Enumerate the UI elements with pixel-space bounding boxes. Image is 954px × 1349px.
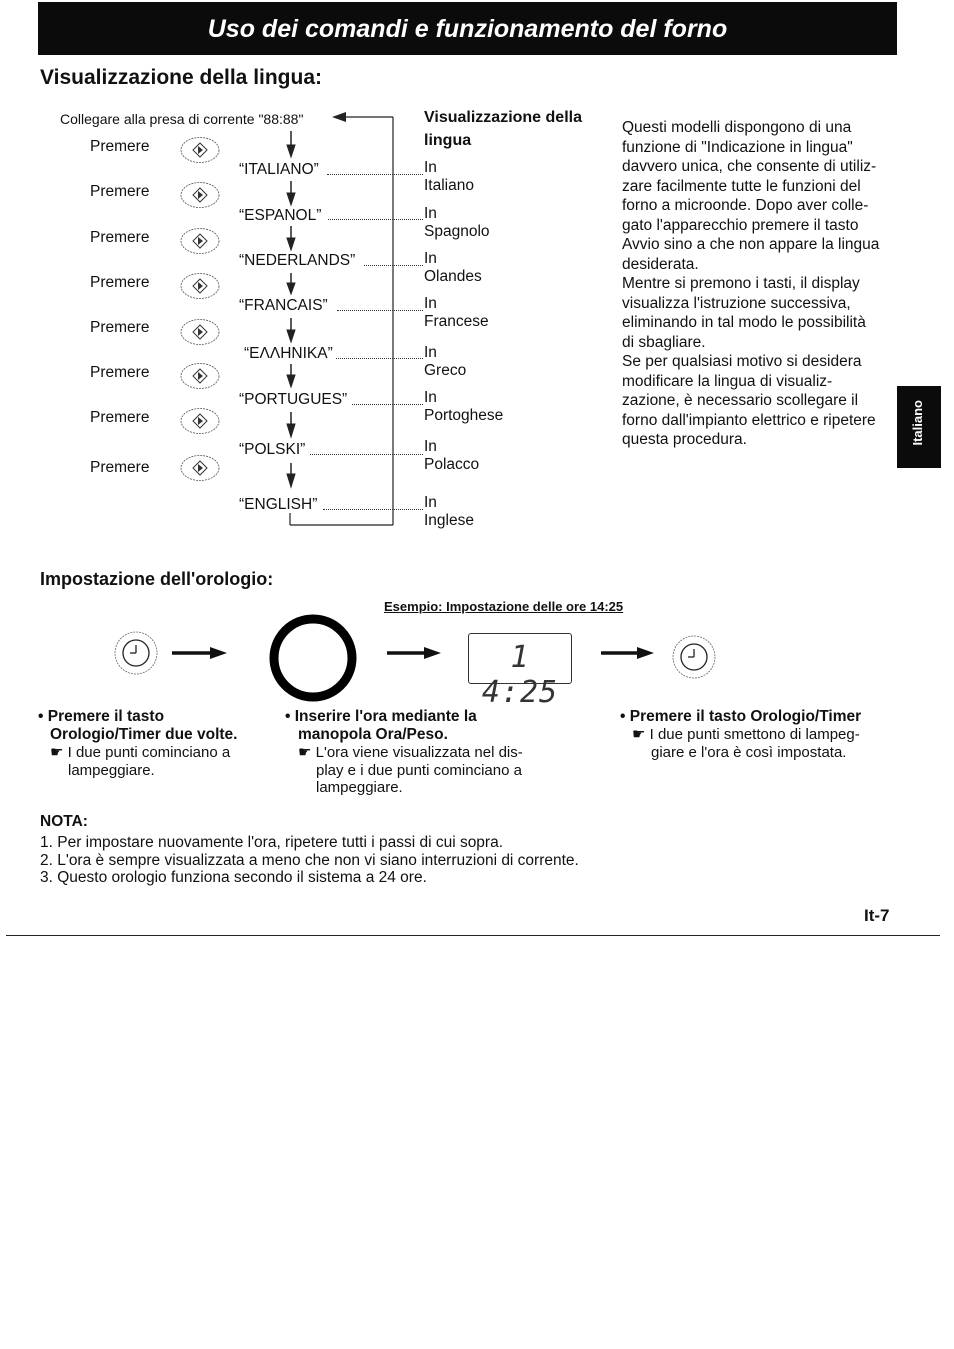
- down-arrow-head-2: [287, 193, 295, 205]
- note-item: 3. Questo orologio funziona secondo il sistema a 24 ore.: [40, 869, 427, 886]
- footer-rule: [6, 935, 940, 936]
- lang-label-6: In Portoghese: [424, 389, 504, 424]
- step-1-body-2: lampeggiare.: [68, 761, 155, 779]
- lang-code-6: “PORTUGUES”: [239, 391, 348, 408]
- down-arrow-head-8: [287, 474, 295, 487]
- leader-8: [323, 509, 423, 510]
- down-arrow-head-4: [287, 283, 295, 294]
- down-arrow-head-7: [287, 424, 295, 437]
- description-line: davvero unica, che consente di utiliz-: [622, 158, 877, 175]
- clock-step-2: [285, 708, 565, 797]
- lang-code-2: “ESPANOL”: [239, 207, 322, 224]
- power-note: Collegare alla presa di corrente "88:88": [60, 111, 304, 127]
- right-arrow-icon: [601, 647, 654, 659]
- start-button-icon: [180, 272, 220, 300]
- language-side-tab: [897, 386, 941, 468]
- lang-column-head-line2: lingua: [424, 132, 472, 149]
- step-3-bold-1: • Premere il tasto Orologio/Timer: [620, 708, 862, 725]
- clock-example-label: Esempio: Impostazione delle ore 14:25: [384, 599, 624, 614]
- start-button-icon: [180, 454, 220, 482]
- description-line: forno a microonde. Dopo aver colle-: [622, 197, 869, 214]
- press-label-3: Premere: [90, 229, 150, 246]
- notes-list: [40, 834, 579, 887]
- leader-3: [364, 265, 423, 266]
- description-line: Avvio sino a che non appare la lingua: [622, 236, 880, 253]
- step-2-body-2: play e i due punti cominciano a: [316, 761, 522, 779]
- leader-2: [328, 219, 423, 220]
- step-1-body-1: ☛ I due punti cominciano a: [50, 744, 231, 761]
- lang-label-5: In Greco: [424, 344, 467, 379]
- description-line: zare facilmente tutte le funzioni del: [622, 177, 861, 195]
- description-line: Mentre si premono i tasti, il display: [622, 275, 860, 292]
- description-line: di sbagliare.: [622, 333, 706, 351]
- lang-code-4: “FRANCAIS”: [239, 297, 328, 314]
- return-arrow-head: [332, 112, 346, 122]
- clock-button-icon: [115, 632, 157, 674]
- leader-4: [337, 310, 423, 311]
- step-3-body-2: giare e l'ora è così impostata.: [651, 743, 847, 761]
- down-arrow-head-6: [287, 375, 295, 387]
- clock-display: [468, 633, 572, 710]
- step-2-bold-2: manopola Ora/Peso.: [298, 726, 448, 743]
- step-2-bold-1: • Inserire l'ora mediante la: [285, 708, 477, 725]
- start-button-icon: [180, 136, 220, 164]
- lang-label-3: In Olandes: [424, 250, 482, 285]
- leader-1: [327, 174, 423, 175]
- lang-code-5: “EΛΛHNIKA”: [244, 345, 333, 362]
- start-button-icon: [180, 227, 220, 255]
- description-line: Questi modelli dispongono di una: [622, 119, 852, 136]
- step-1-bold-2: Orologio/Timer due volte.: [50, 726, 238, 743]
- down-arrow-head-5: [287, 330, 295, 342]
- description-line: forno dall'impianto elettrico e ripetere: [622, 411, 876, 429]
- clock-display-value: 1 4:25: [481, 640, 559, 710]
- press-label-7: Premere: [90, 409, 150, 426]
- lang-label-7: In Polacco: [424, 438, 480, 473]
- description-line: visualizza l'istruzione successiva,: [622, 294, 851, 312]
- leader-5: [336, 358, 423, 359]
- right-arrow-icon: [387, 647, 441, 659]
- press-label-5: Premere: [90, 319, 150, 336]
- lang-code-7: “POLSKI”: [239, 441, 306, 458]
- description-line: funzione di "Indicazione in lingua": [622, 138, 853, 156]
- lang-code-1: “ITALIANO”: [239, 161, 319, 178]
- leader-7: [310, 454, 423, 455]
- description-line: zazione, è necessario scollegare il: [622, 392, 859, 409]
- description-line: desiderata.: [622, 255, 699, 273]
- lang-column-head-line1: Visualizzazione della: [424, 109, 582, 126]
- time-weight-dial-icon: [274, 619, 352, 697]
- leader-6: [352, 404, 423, 405]
- clock-step-1: [38, 708, 268, 779]
- lang-code-3: “NEDERLANDS”: [239, 252, 356, 269]
- description-line: questa procedura.: [622, 431, 747, 448]
- press-label-2: Premere: [90, 183, 150, 200]
- down-arrow-head-1: [287, 145, 295, 157]
- start-button-icon: [180, 318, 220, 346]
- notes-title: NOTA:: [40, 813, 88, 830]
- description-line: eliminando in tal modo le possibilità: [622, 314, 866, 331]
- lang-section-title: Visualizzazione della lingua:: [40, 66, 323, 89]
- right-arrow-icon: [172, 647, 227, 659]
- step-2-body-3: lampeggiare.: [316, 779, 403, 796]
- note-item: 1. Per impostare nuovamente l'ora, ripetere tutti i passi di cui sopra.: [40, 834, 504, 851]
- description-line: gato l'apparecchio premere il tasto: [622, 216, 859, 234]
- page-number: It-7: [864, 906, 890, 925]
- side-tab-label: Italiano: [910, 400, 925, 446]
- press-label-8: Premere: [90, 459, 150, 476]
- step-2-body-1: ☛ L'ora viene visualizzata nel dis-: [298, 744, 523, 761]
- clock-step-3: [620, 708, 910, 761]
- press-label-6: Premere: [90, 364, 150, 381]
- start-button-icon: [180, 407, 220, 435]
- note-item: 2. L'ora è sempre visualizzata a meno che non vi siano interruzioni di corrente.: [40, 851, 579, 869]
- description-line: Se per qualsiasi motivo si desidera: [622, 353, 862, 370]
- start-button-icon: [180, 181, 220, 209]
- clock-section-title: Impostazione dell'orologio:: [40, 569, 274, 589]
- page-header-title: Uso dei comandi e funzionamento del forno: [207, 15, 728, 43]
- press-label-4: Premere: [90, 274, 150, 291]
- press-label-1: Premere: [90, 138, 150, 155]
- lang-code-8: “ENGLISH”: [239, 496, 318, 513]
- lang-label-1: In Italiano: [424, 159, 474, 194]
- lang-label-8: In Inglese: [424, 494, 474, 529]
- down-arrow-head-3: [287, 238, 295, 250]
- lang-description: [622, 118, 894, 450]
- step-1-bold-1: • Premere il tasto: [38, 708, 165, 725]
- lang-label-4: In Francese: [424, 295, 489, 330]
- clock-button-icon: [673, 636, 715, 678]
- step-3-body-1: ☛ I due punti smettono di lampeg-: [632, 726, 860, 743]
- lang-label-2: In Spagnolo: [424, 205, 490, 240]
- start-button-icon: [180, 362, 220, 390]
- description-line: modificare la lingua di visualiz-: [622, 372, 833, 390]
